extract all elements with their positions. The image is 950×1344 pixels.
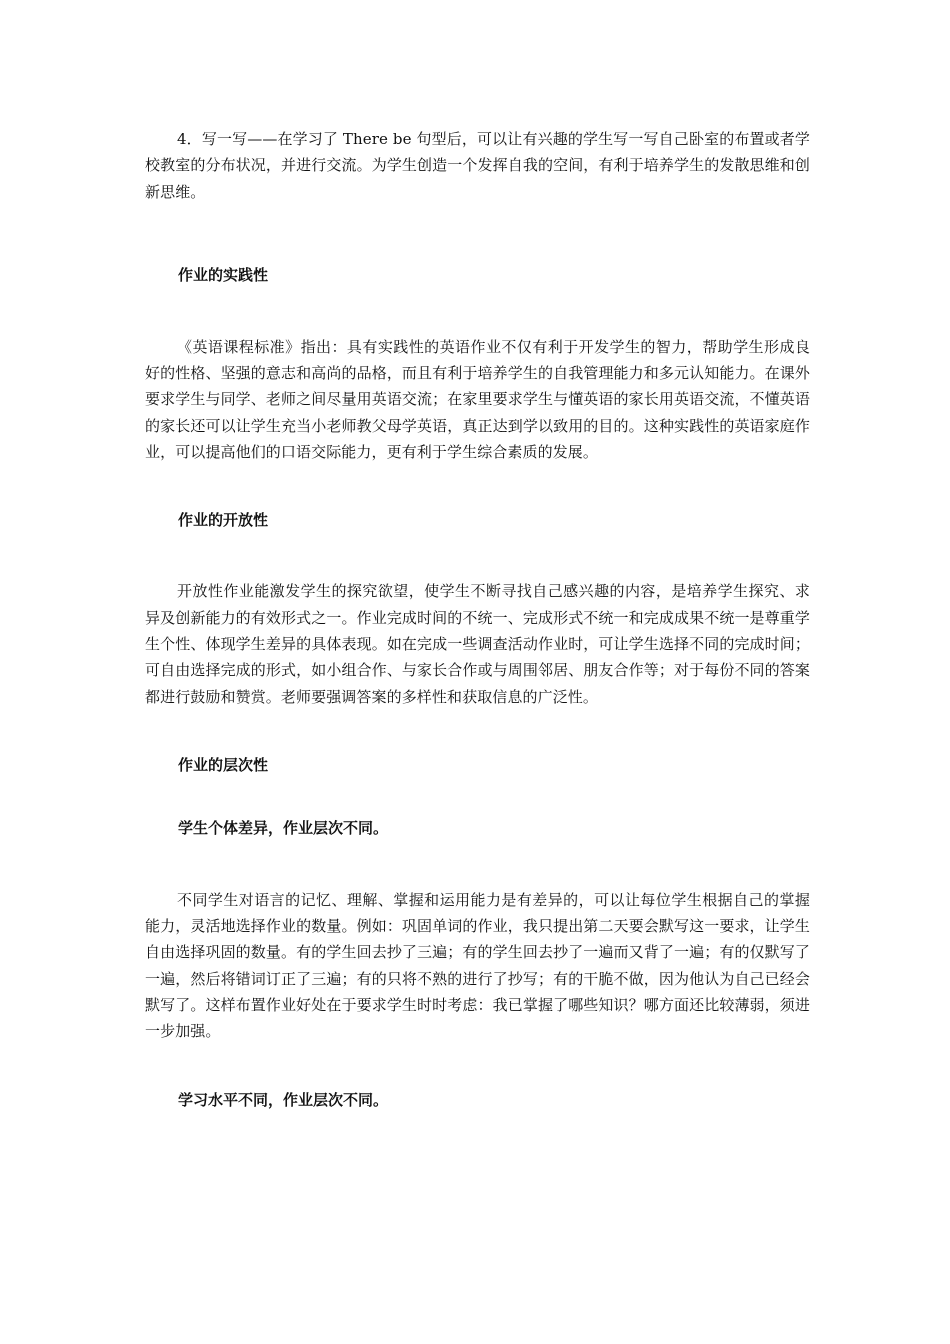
paragraph-individual-difference: 不同学生对语言的记忆、理解、掌握和运用能力是有差异的，可以让每位学生根据自己的掌握能力，灵活地选择作业的数量。例如：巩固单词的作业，我只提出第二天要会默写这一要求，让学生自由选择巩固的数量。有的学生回去抄了三遍；有的学生回去抄了一遍而又背了一遍；有的仅默写了一遍，然后将错词订正了三遍；有的只将不熟的进行了抄写；有的干脆不做，因为他认为自己已经会默写了。这样布置作业好处在于要求学生时时考虑：我已掌握了哪些知识？哪方面还比较薄弱，须进一步加强。 — [145, 890, 810, 1041]
paragraph-open: 开放性作业能激发学生的探究欲望，使学生不断寻找自己感兴趣的内容，是培养学生探究、求异及创新能力的有效形式之一。作业完成时间的不统一、完成形式不统一和完成成果不统一是尊重学生个性、体现学生差异的具体表现。如在完成一些调查活动作业时，可让学生选择不同的完成时间；可自由选择完成的形式，如小组合作、与家长合作或与周围邻居、朋友合作等；对于每份不同的答案都进行鼓励和赞赏。老师要强调答案的多样性和获取信息的广泛性。 — [145, 582, 810, 706]
heading-level: 作业的层次性 — [178, 755, 269, 774]
heading-open: 作业的开放性 — [178, 511, 269, 530]
paragraph-practice: 《英语课程标准》指出：具有实践性的英语作业不仅有利于开发学生的智力，帮助学生形成良好的性格、坚强的意志和高尚的品格，而且有利于培养学生的自我管理能力和多元认知能力。在课外要求学生与同学、老师之间尽量用英语交流；在家里要求学生与懂英语的家长用英语交流，不懂英语的家长还可以让学生充当小老师教父母学英语，真正达到学以致用的目的。这种实践性的英语家庭作业，可以提高他们的口语交际能力，更有利于学生综合素质的发展。 — [145, 337, 810, 462]
heading-ability-level: 学习水平不同，作业层次不同。 — [178, 1090, 389, 1109]
paragraph-write: 4．写一写——在学习了 There be 句型后，可以让有兴趣的学生写一写自己卧室的布置或者学校教室的分布状况，并进行交流。为学生创造一个发挥自我的空间，有利于培养学生的发散思维和创新思维。 — [145, 130, 810, 201]
heading-individual-difference: 学生个体差异，作业层次不同。 — [178, 818, 389, 837]
document-page — [145, 120, 810, 1112]
heading-practice: 作业的实践性 — [178, 265, 269, 284]
